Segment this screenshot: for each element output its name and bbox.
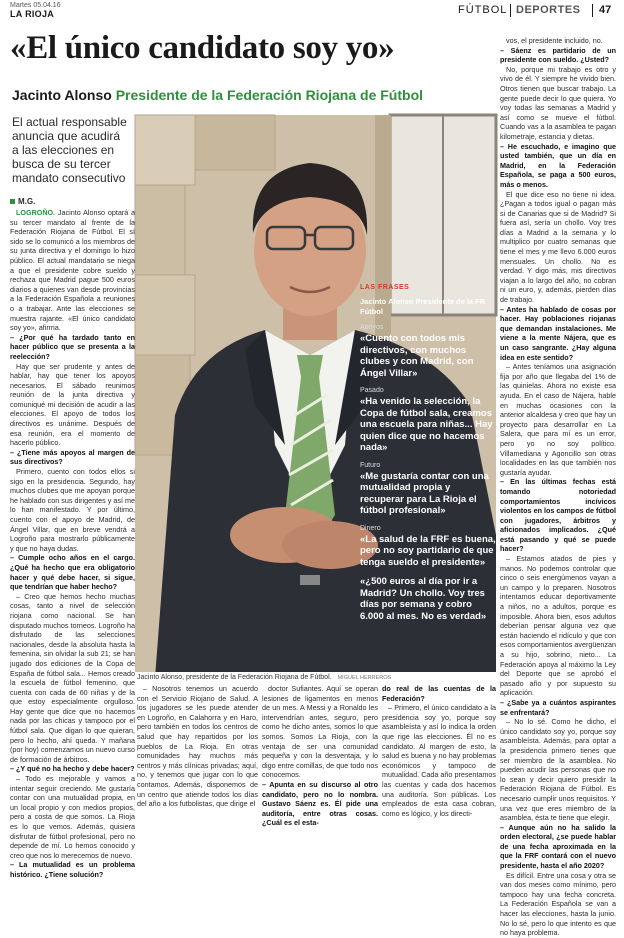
- quote-topic: Apoyos: [360, 324, 384, 331]
- author-credit: M.G.: [10, 197, 135, 206]
- paragraph: El que dice eso no tiene ni idea. ¿Pagan a todos igual o pagan más si de Canarias que si de Madrid? Si fuera así, sería un chollo. Voy tres días a Madrid a la semana y lo multiplico por cuatro semanas que tiene el mes y me llevo 6.000 euros mensuales. Un chollo. No es verdad. Y digo más, mis directivos viajan a lo largo del año, no cobran ni un euro, y, además, pierden días de trabajo.: [500, 189, 616, 305]
- paragraph: Primero, cuento con todos ellos si sigo en la presidencia. Segundo, hay muchos clubes que me apoyan porque he hablado con sus dirigentes y así me lo han manifestado. Y por último, cuento con el apoyo de Madrid, de Ángel Villar, que en breve vendrá a Logroño para mostrarlo públicamente y que no haya dudas.: [10, 467, 135, 553]
- quotes-kicker: LAS FRASES: [360, 284, 410, 291]
- paragraph: doctor Sufiantes. Aquí se operan lesiones de ligamentos en menos de un mes. A Messi y a Ronaldo les intervendrían antes, seguro, pero como he dicho antes, somos lo que somos. Somos La Rioja, con la ventaja de ser una comunidad pequeña y con la desventaja, y lo digo entre comillas, de que todo nos conocemos.: [262, 684, 378, 780]
- question: – ¿Tiene más apoyos al margen de sus directivos?: [10, 447, 135, 467]
- article-column-1: [10, 197, 135, 879]
- quote-topic: Dinero: [360, 524, 381, 532]
- question: – Sáenz es partidario de un presidente con sueldo. ¿Usted?: [500, 45, 616, 65]
- article-column-4: [382, 684, 496, 818]
- paragraph: – Primero, el único candidato a la presidencia soy yo, porque soy asambleísta y así lo indica la orden que rige las elecciones. Él no es candidato. Al margen de esto, la salud es buena y no hay problemas económicos y tampoco de mutualidad. Cada año presentamos las cuentas y cada dos hacemos una auditoría. Son públicas. Los empleados de esta casa cobran, como es lógico, y los directi-: [382, 703, 496, 818]
- question: – Aunque aún no ha salido la orden electoral, ¿se puede hablar de una fecha aproximada en la que la FRF contará con el nuevo presidente, hasta el año 2020?: [500, 822, 616, 871]
- page-number: 47: [599, 4, 612, 16]
- photo-credit: MIGUEL HERREROS: [337, 675, 392, 681]
- paragraph: – Nosotros tenemos un acuerdo con el Servicio Riojano de Salud. A los jugadores se les puede atender en Logroño, en Calahorra y en Haro, pero también en todos los centros de salud que hay repartidos por los pueblos de La Rioja. En otras comunidades hay muchos más centros y más clínicas privadas; aquí, no, y tenemos que jugar con lo que contamos. Además, disponemos de un centro que atiende todos los días del año a los futbolistas, que dirige el: [137, 684, 258, 809]
- quotes-panel: [360, 284, 496, 664]
- paragraph: LOGROÑO. Jacinto Alonso optará a su tercer mandato al frente de la Federación Riojana de Fútbol. El sí sido se lo comunicó a los miembros de su junta directiva y el domingo lo hizo público. El actual mandatario se niega a que el presidente cobre sueldo y rechaza que Madrid pague 500 euros diarios a quienes van desde provincias a la Federación Española a reuniones o a trabajar. Ante las elecciones se muestra rajante. «El único candidato soy yo», afirma.: [10, 208, 135, 333]
- article-column-2: [137, 684, 258, 809]
- paragraph: – Estamos atados de pies y manos. No podemos controlar que cinco o seis energúmenos vayan a un campo y lo preparen. Nosotros intentamos educar deportivamente a niños, no a adultos, porque es imposible. Ahora bien, esos adultos deberían pensar alguna vez que están haciendo el ridículo y que con esos comportamientos avergüenzan a su hijo, sobrino, nieto... La Federación apoya al máximo la Ley del Deporte que se aprobó el pasado año y por supuesto su aplicación.: [500, 554, 616, 698]
- interviewee-name: Jacinto Alonso: [12, 87, 112, 103]
- quote-topic: Futuro: [360, 461, 381, 469]
- interviewee-role: Presidente de la Federación Riojana de Fútbol: [115, 87, 424, 103]
- quote-item: [360, 462, 496, 517]
- quote-text: «Ha venido la selección, la Copa de fútbol sala, creamos una escuela para niñas... Hay quien dice que no hacemos nada»: [360, 396, 493, 453]
- paragraph: – No lo sé. Como he dicho, el único candidato soy yo, porque soy asambleísta. Además, para optar a la presidencia primero tienes que ser miembro de la asamblea. No pueden acudir las personas que no lo sean y decir quiero presidir la Federación Riojana de Fútbol. Es necesario cumplir unos requisitos. Y una vez que eres miembro de la asamblea, ésta te tiene que elegir.: [500, 717, 616, 823]
- header-divider: [592, 4, 593, 17]
- question: – En las últimas fechas está tomando notoriedad comportamientos incívicos violentos en los campos de fútbol con jugadores, árbitros y aficionados implicados. ¿Qué está pasando y qué se puede hacer?: [500, 477, 616, 554]
- question: – Cumple ocho años en el cargo. ¿Qué ha hecho que era obligatorio hacer y qué debe hacer, si sigue, que tendrían que haber hecho?: [10, 553, 135, 592]
- quote-item: [360, 525, 496, 569]
- lead-paragraph: El actual responsable anuncia que acudirá a las elecciones en busca de su tercer mandato consecutivo: [12, 115, 127, 185]
- headline: «El único candidato soy yo»: [10, 30, 395, 66]
- quotes-speaker: Jacinto Alonso Presidente de la FR Fútbol: [360, 297, 486, 316]
- question: – Apunta en su discurso al otro candidato, pero no lo nombra. Gustavo Sáenz es. Él pide una auditoría, entre otras cosas. ¿Cuál es el esta-: [262, 779, 378, 828]
- page-header: [0, 0, 624, 22]
- quote-item: [360, 324, 496, 379]
- quote-item: [360, 387, 496, 454]
- question: – ¿Sabe ya a cuántos aspirantes se enfrentará?: [500, 697, 616, 717]
- issue-date: Martes 05.04.16: [10, 2, 61, 9]
- byline: [12, 87, 423, 103]
- question: – He escuchado, e imagino que usted también, que un día en Madrid, en la Federación Española, se paga a 500 euros, más o menos.: [500, 141, 616, 189]
- question: – ¿Por qué ha tardado tanto en hacer público que se presenta a la reelección?: [10, 332, 135, 361]
- question: – Antes ha hablado de cosas por hacer. Hay poblaciones riojanas que demandan instalaciones. Me viene a la mente Nájera, que es un caso sangrante. ¿Hay alguna idea en este sentido?: [500, 304, 616, 362]
- section-label: FÚTBOL: [458, 4, 508, 16]
- question: do real de las cuentas de la Federación?: [382, 684, 496, 703]
- article-column-5: [500, 36, 616, 938]
- quote-text: «¿500 euros al día por ir a Madrid? Un chollo. Voy tres días por semana y cobro 6.000 al mes. No es verdad»: [360, 576, 487, 622]
- quote-text: «Cuento con todos mis directivos, con muchos clubes y con Madrid, con Ángel Villar»: [360, 333, 474, 379]
- paragraph: – Creo que hemos hecho muchas cosas, tanto a nivel de selección riojana como nacional. Se han disputado muchos torneos. Logroño ha disfrutado de las selecciones nacionales, desde la absoluta hasta la femenina, sin olvidar la sub 21; se han jugado dos ediciones de la Copa de España de fútbol sala... Hemos creado la escuela de fútbol femenino, que cuenta con cada de 60 niñas y de la que estoy especialmente orgulloso. Hay gente que dice que no hacemos nada por las chicas y tampoco por el fútbol sala. Que digan lo que quieran, pero lo hecho, ahí queda. Y mañana (por hoy) comenzamos un nuevo curso de formación de árbitros.: [10, 591, 135, 764]
- photo-caption: Jacinto Alonso, presidente de la Federación Riojana de Fútbol. MIGUEL HERREROS: [135, 672, 496, 684]
- header-divider: [510, 4, 511, 17]
- paragraph: vos, el presidente incluido, no.: [506, 36, 603, 45]
- newspaper-name: LA RIOJA: [10, 9, 55, 19]
- paragraph: Hay que ser prudente y antes de hablar, hay que tener los apoyos necesarios. El sábado reunimos reunión de la junta directiva y comuniqué mi decisión de acudir a las elecciones. El apoyo de todos los directivos es unánime. Después de esa reunión, era el momento de hacerlo público.: [10, 361, 135, 448]
- article-column-3: [262, 684, 378, 828]
- quote-text: «La salud de la FRF es buena, pero no soy partidario de que tenga sueldo el presidente»: [360, 533, 496, 568]
- quote-text: «Me gustaría contar con una mutualidad propia y recuperar para La Rioja el fútbol profesional»: [360, 470, 489, 516]
- subsection-label: DEPORTES: [516, 4, 581, 16]
- paragraph: – Todo es mejorable y vamos a intentar seguir creciendo. Me gustaría contar con una mutualidad propia, en un local propio y con medios propios, pero a costa de que somos. La Rioja es lo que vemos. Además, quisiera disfrutar de fútbol profesional, pero no depende de mí. Lo hemos conocido y creo que nos lo merecemos de nuevo.: [10, 774, 135, 860]
- quote-topic: Pasado: [360, 387, 384, 394]
- quote-item: [360, 576, 496, 622]
- paragraph: No, porque mi trabajo es otro y vivo de él. Y siempre he vivido bien. Otros tienen que buscar trabajo. La gente puede decir lo que quiera. Yo voy todas las semanas a Madrid y así como se mueve el fútbol. Cuando vas a la asamblea te pagan kilometraje, estancia y dietas.: [500, 64, 616, 141]
- paragraph: Es difícil. Entre una cosa y otra se van dos meses como mínimo, pero tampoco hay una fecha concreta. La Federación Española se van a hacer las elecciones, hasta la junio. No lo sé, pero lo que intento es que no haya problema.: [500, 870, 616, 938]
- paragraph: – Antes teníamos una asignación fija por año que llegaba del 1% de las quinielas. Ahora no existe esa ayuda. En el caso de Nájera, hable en muchas ocasiones con la anterior alcaldesa y creo que hay un proyecto para desarrollar en La Salera, que para mí es un error, pero yo no soy político. Villamediana y Agoncillo son otras localidades en las que también nos gustaría ayudar.: [500, 362, 616, 477]
- author-marker-icon: [10, 199, 15, 204]
- dateline: LOGROÑO.: [16, 208, 56, 217]
- question: – ¿Y qué no ha hecho y debe hacer?: [10, 764, 135, 774]
- question: – La mutualidad es un problema histórico. ¿Tiene solución?: [10, 860, 135, 879]
